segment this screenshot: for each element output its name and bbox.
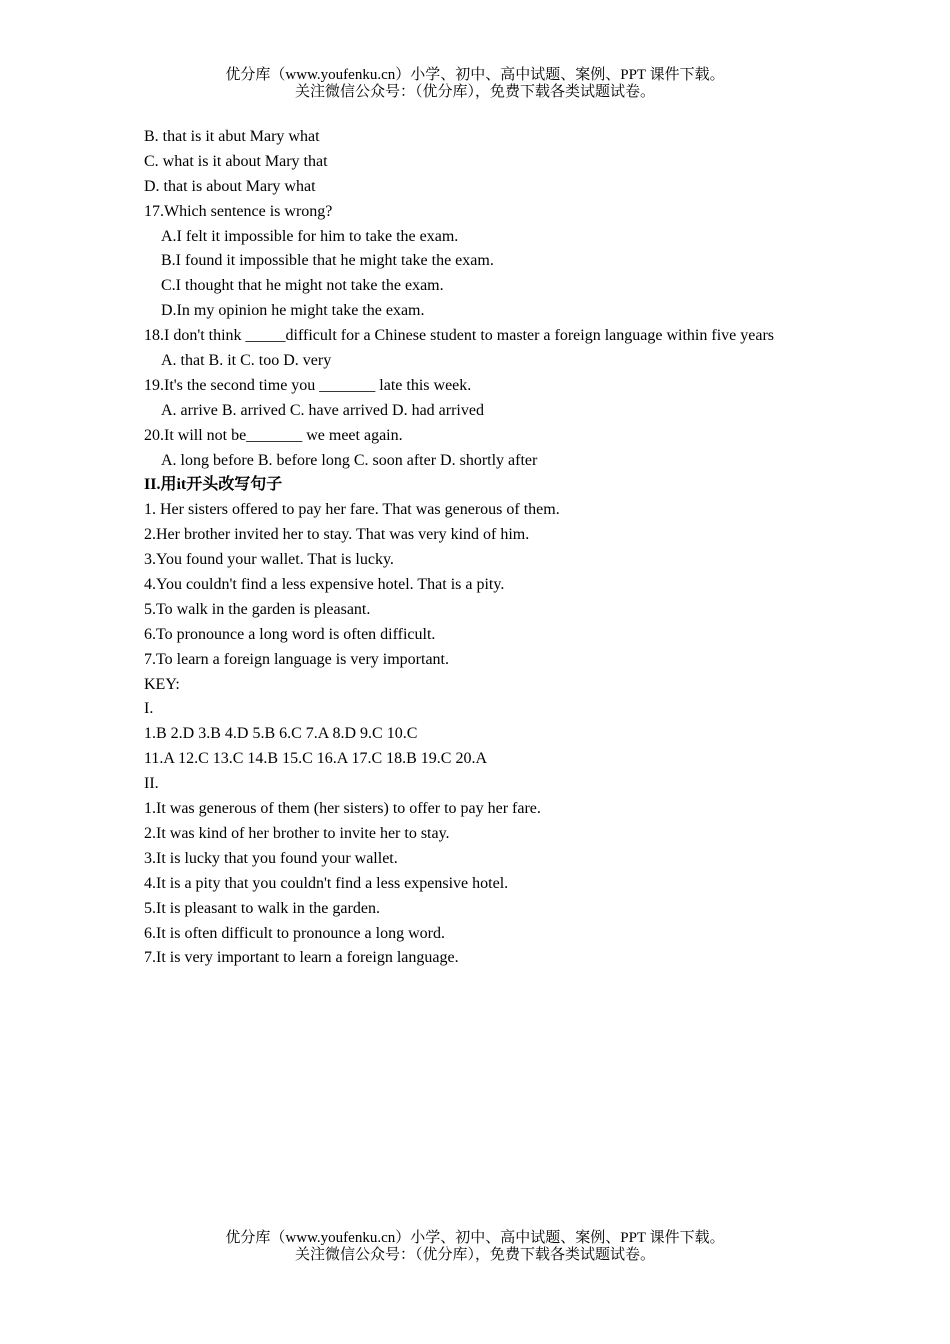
page-header xyxy=(0,67,950,101)
header-line-1: 优分库（www.youfenku.cn）小学、初中、高中试题、案例、PPT 课件下载。 xyxy=(225,67,725,83)
text-line: 1.B 2.D 3.B 4.D 5.B 6.C 7.A 8.D 9.C 10.C xyxy=(144,725,418,743)
text-line: A. long before B. before long C. soon after D. shortly after xyxy=(161,451,538,469)
text-line: B.I found it impossible that he might take the exam. xyxy=(161,252,494,270)
text-line: D.In my opinion he might take the exam. xyxy=(161,302,425,320)
text-line: 5.To walk in the garden is pleasant. xyxy=(144,600,371,618)
text-line: 1.It was generous of them (her sisters) to offer to pay her fare. xyxy=(144,800,541,818)
text-line: C. what is it about Mary that xyxy=(144,152,328,170)
text-line: A. arrive B. arrived C. have arrived D. had arrived xyxy=(161,401,484,419)
text-line: 4.It is a pity that you couldn't find a less expensive hotel. xyxy=(144,874,509,892)
text-line: 5.It is pleasant to walk in the garden. xyxy=(144,899,380,917)
text-line: B. that is it abut Mary what xyxy=(144,128,320,145)
document-body xyxy=(144,125,844,971)
text-line: A. that B. it C. too D. very xyxy=(161,352,332,370)
text-line: 3.It is lucky that you found your wallet. xyxy=(144,849,398,867)
text-line: 2.It was kind of her brother to invite her to stay. xyxy=(144,824,450,842)
text-line: 2.Her brother invited her to stay. That was very kind of him. xyxy=(144,526,530,544)
text-line: 20.It will not be_______ we meet again. xyxy=(144,426,403,444)
text-line: 6.It is often difficult to pronounce a long word. xyxy=(144,924,445,942)
text-line: 7.It is very important to learn a foreign language. xyxy=(144,949,459,967)
text-line: KEY: xyxy=(144,675,180,693)
text-line: 18.I don't think _____difficult for a Chinese student to master a foreign language within five years xyxy=(144,327,774,345)
footer-line-1: 优分库（www.youfenku.cn）小学、初中、高中试题、案例、PPT 课件下载。 xyxy=(225,1230,725,1246)
text-line: 4.You couldn't find a less expensive hotel. That is a pity. xyxy=(144,576,505,594)
text-line: 1. Her sisters offered to pay her fare. That was generous of them. xyxy=(144,501,560,519)
header-line-2: 关注微信公众号：（优分库），免费下载各类试题试卷。 xyxy=(294,84,655,100)
text-line: II. xyxy=(144,775,159,793)
text-line: A.I felt it impossible for him to take the exam. xyxy=(161,227,459,245)
text-line: 17.Which sentence is wrong? xyxy=(144,202,333,220)
footer-line-2: 关注微信公众号：（优分库），免费下载各类试题试卷。 xyxy=(294,1247,655,1263)
text-line: 11.A 12.C 13.C 14.B 15.C 16.A 17.C 18.B 19.C 20.A xyxy=(144,750,488,768)
text-line: 7.To learn a foreign language is very important. xyxy=(144,650,449,668)
text-line: 6.To pronounce a long word is often difficult. xyxy=(144,625,436,643)
text-line: I. xyxy=(144,700,154,718)
text-line: C.I thought that he might not take the exam. xyxy=(161,277,444,295)
text-line: D. that is about Mary what xyxy=(144,177,316,195)
text-line: 19.It's the second time you _______ late this week. xyxy=(144,376,472,394)
page-footer xyxy=(0,1230,950,1264)
text-line: 3.You found your wallet. That is lucky. xyxy=(144,551,394,569)
section-heading: II.用it开头改写句子 xyxy=(144,476,283,494)
